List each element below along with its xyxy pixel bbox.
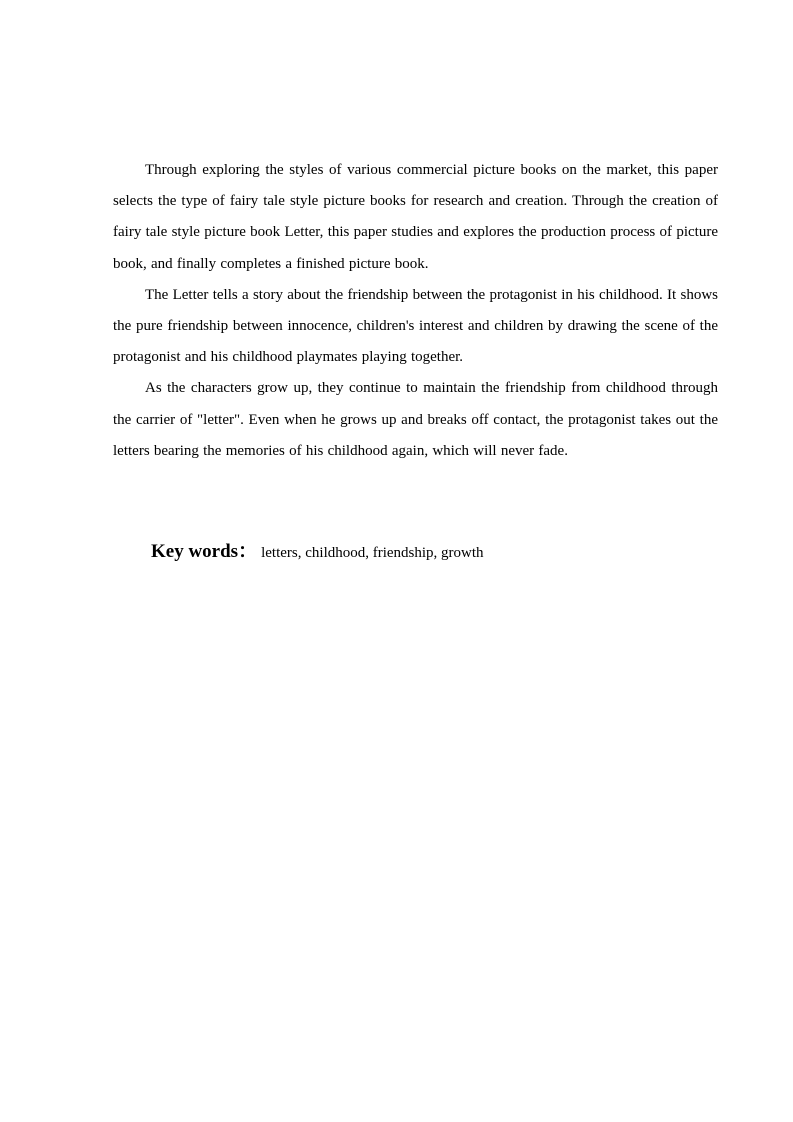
abstract-paragraph-3: As the characters grow up, they continue to maintain the friendship from childhood through the carrier of "letter". Even when he grows up and breaks off contact, the protagonist takes out the letters bearing the memories of his childhood again, which will never fade. bbox=[113, 380, 718, 459]
abstract-body bbox=[113, 155, 718, 467]
keywords-colon: ： bbox=[238, 541, 258, 562]
keywords-values: letters, childhood, friendship, growth bbox=[261, 545, 484, 561]
keywords-label: Key words bbox=[151, 541, 239, 562]
abstract-paragraph-1: Through exploring the styles of various commercial picture books on the market, this paper selects the type of fairy tale style picture books for research and creation. Through the creation of fairy tale style picture book Letter, this paper studies and explores the production process of picture book, and finally completes a finished picture book. bbox=[113, 162, 718, 272]
abstract-paragraph-2: The Letter tells a story about the friendship between the protagonist in his childhood. It shows the pure friendship between innocence, children's interest and children by drawing the scene of the protagonist and his childhood playmates playing together. bbox=[113, 286, 718, 366]
keywords-line bbox=[151, 538, 484, 567]
